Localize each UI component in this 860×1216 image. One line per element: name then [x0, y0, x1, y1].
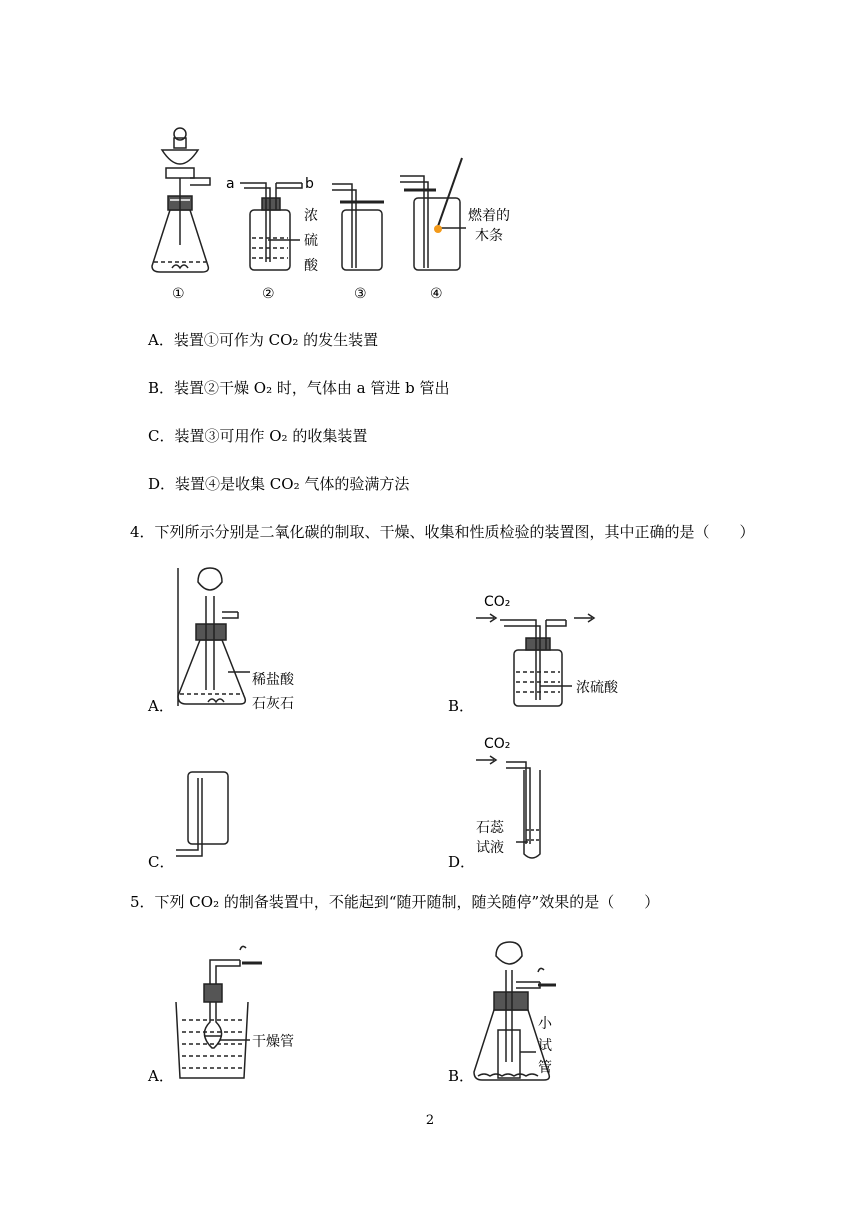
label-liu: 硫 [304, 233, 318, 249]
label-n1: ① [172, 286, 185, 302]
q4-letter-d: D． [448, 853, 476, 871]
q4d-label-1: 石蕊 [476, 820, 504, 836]
label-nong: 浓 [304, 208, 318, 224]
q4-letter-c: C． [148, 853, 175, 871]
bottle-4 [414, 198, 460, 270]
q5-letter-b: B． [448, 1067, 475, 1085]
label-n4: ④ [430, 286, 443, 302]
page-number: 2 [425, 1113, 435, 1128]
q4a-stone-label: 石灰石 [252, 696, 294, 712]
q4-letter-a: A． [148, 697, 174, 715]
q4b-gas-label: CO₂ [484, 594, 511, 610]
q4d-gas-label: CO₂ [484, 736, 511, 752]
q3-option-a: A．装置①可作为 CO₂ 的发生装置 [148, 331, 379, 349]
q4d-label-2: 试液 [476, 840, 504, 856]
label-b: b [305, 176, 314, 192]
label-burning: 燃着的 [468, 208, 510, 224]
label-a: a [226, 176, 235, 192]
q5b-label-1: 小 [538, 1016, 552, 1032]
label-n2: ② [262, 286, 275, 302]
label-suan: 酸 [304, 258, 318, 274]
flame-dot [434, 225, 442, 233]
q5-letter-a: A． [148, 1067, 174, 1085]
q4-stem: 4．下列所示分别是二氧化碳的制取、干燥、收集和性质检验的装置图，其中正确的是（ ） [130, 523, 755, 541]
label-n3: ③ [354, 286, 367, 302]
q5a-label: 干燥管 [252, 1034, 294, 1050]
q4-letter-b: B． [448, 697, 475, 715]
q5b-label-3: 管 [538, 1060, 552, 1076]
label-stick: 木条 [475, 228, 503, 244]
q5-stem: 5．下列 CO₂ 的制备装置中，不能起到“随开随制，随关随停”效果的是（ ） [130, 893, 660, 911]
q4b-acid-label: 浓硫酸 [576, 680, 618, 696]
q5b-label-2: 试 [538, 1038, 552, 1054]
q4c-bottle [188, 772, 228, 844]
bottle-3 [342, 210, 382, 270]
q3-option-c: C．装置③可用作 O₂ 的收集装置 [148, 427, 368, 445]
q3-option-b: B．装置②干燥 O₂ 时，气体由 a 管进 b 管出 [148, 379, 450, 397]
q3-option-d: D．装置④是收集 CO₂ 气体的验满方法 [148, 475, 410, 493]
funnel-1 [162, 150, 198, 164]
q4b-bottle [514, 650, 562, 706]
q4a-acid-label: 稀盐酸 [252, 672, 294, 688]
